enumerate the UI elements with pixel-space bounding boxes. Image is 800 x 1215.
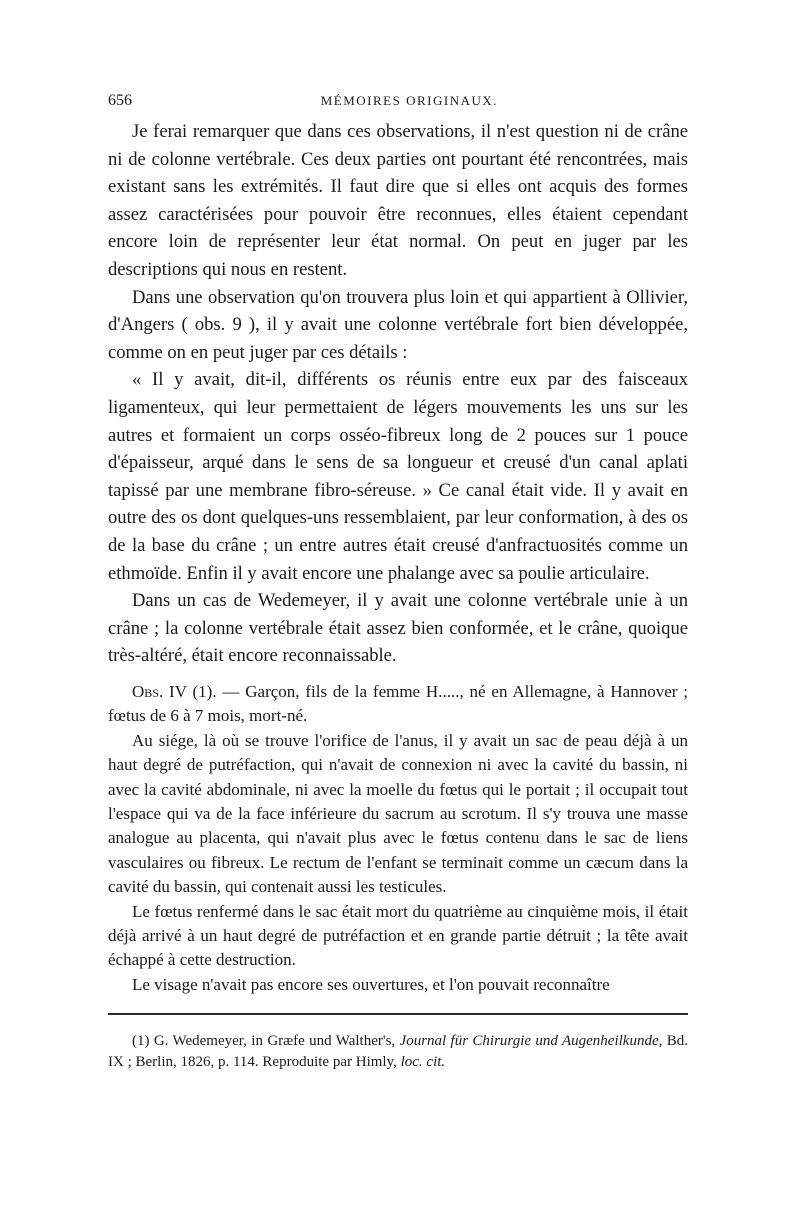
footnote-journal-title: Journal für Chirurgie und Augenheilkunde, bbox=[399, 1033, 663, 1050]
footnote-marker: (1) bbox=[132, 1033, 150, 1050]
footnote-rule bbox=[108, 1013, 688, 1015]
observation-label: Obs. bbox=[132, 681, 164, 701]
footnote-loc-cit: loc. cit. bbox=[400, 1054, 446, 1071]
main-text bbox=[108, 118, 688, 670]
running-title: MÉMOIRES ORIGINAUX. bbox=[320, 93, 498, 108]
book-page bbox=[108, 92, 688, 1088]
paragraph: Dans un cas de Wedemeyer, il y avait une colonne vertébrale unie à un crâne ; la colonne vertébrale était assez bien conformée, et le crâne, quoique très-altéré, était encore reconnaissable. bbox=[108, 590, 688, 667]
page-header bbox=[108, 92, 688, 118]
paragraph: Je ferai remarquer que dans ces observations, il n'est question ni de crâne ni de colonne vertébrale. Ces deux parties ont pourtant été rencontrées, mais existant sans les extrémités. Il faut dire que si elles ont acquis des formes assez caractérisées pour pouvoir être reconnues, elles étaient cependant encore loin de représenter leur état normal. On peut en juger par les descriptions qui nous en restent. bbox=[108, 121, 688, 280]
page-number: 656 bbox=[108, 92, 132, 109]
footnote bbox=[108, 1031, 688, 1073]
observation-paragraph: Le visage n'avait pas encore ses ouvertures, et l'on pouvait reconnaître bbox=[132, 974, 610, 994]
footnote-text: Bd. IX ; Berlin, 1826, p. 114. Reproduite par Himly, bbox=[108, 1033, 688, 1071]
observation-paragraph: Au siége, là où se trouve l'orifice de l'anus, il y avait un sac de peau déjà à un haut degré de putréfaction, qui n'avait de connexion ni avec la cavité du bassin, ni avec la cavité abdominale, ni avec la moelle du fœtus qui le portait ; il occupait tout l'espace qui va de la face inférieure du sacrum au scrotum. Il s'y trouva une masse analogue au placenta, qui n'avait plus avec le fœtus contenu dans le sac de liens vasculaires ou fibreux. Le rectum de l'enfant se terminait comme un cæcum dans la cavité du bassin, qui contenait aussi les testicules. bbox=[108, 730, 688, 897]
paragraph: Dans une observation qu'on trouvera plus loin et qui appartient à Ollivier, d'Angers ( obs. 9 ), il y avait une colonne vertébrale fort bien développée, comme on en peut juger par ces détails : bbox=[108, 286, 688, 363]
observation-heading bbox=[108, 680, 688, 729]
observation-section bbox=[108, 680, 688, 997]
footnote-text: G. Wedemeyer, in Græfe und Walther's, bbox=[149, 1033, 400, 1050]
observation-paragraph: Le fœtus renfermé dans le sac était mort du quatrième au cinquième mois, il était déjà arrivé à un haut degré de putréfaction et en grande partie détruit ; la tête avait échappé à cette destruction. bbox=[108, 901, 688, 970]
paragraph-quotation: « Il y avait, dit-il, différents os réunis entre eux par des faisceaux ligamenteux, qui leur permettaient de légers mouvements les uns sur les autres et formaient un corps osséo-fibreux long de 2 pouces sur 1 pouce d'épaisseur, arqué dans le sens de sa longueur et creusé d'un canal aplati tapissé par une membrane fibro-séreuse. » Ce canal était vide. Il y avait en outre des os dont quelques-uns ressemblaient, par leur conformation, à des os de la base du crâne ; un entre autres était creusé d'anfractuosités comme un ethmoïde. Enfin il y avait encore une phalange avec sa poulie articulaire. bbox=[108, 369, 688, 584]
observation-heading-text: IV (1). — Garçon, fils de la femme H....., né en Allemagne, à Hannover ; fœtus de 6 à 7 mois, mort-né. bbox=[108, 681, 688, 726]
